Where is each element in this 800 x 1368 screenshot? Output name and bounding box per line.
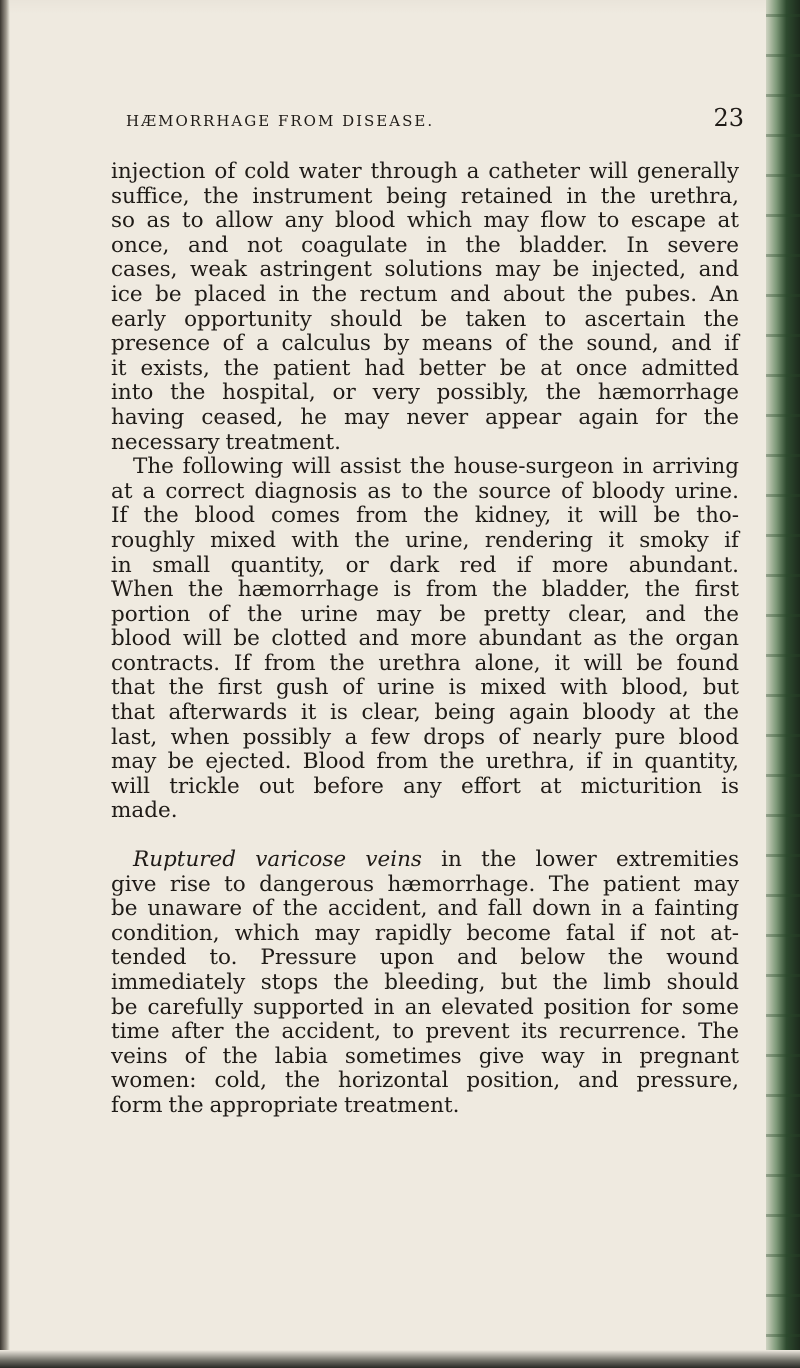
paragraph-1 bbox=[111, 160, 739, 455]
paragraph-3 bbox=[111, 848, 739, 1119]
text-line: into the hospital, or very possibly, the hæmorrhage bbox=[111, 380, 739, 406]
text-line: immediately stops the bleeding, but the limb should bbox=[111, 970, 739, 995]
text-line: When the hæmorrhage is from the bladder, the first bbox=[111, 577, 739, 603]
text-line: once, and not coagulate in the bladder. In severe bbox=[111, 232, 739, 258]
text-line: that the first gush of urine is mixed with blood, but bbox=[111, 675, 739, 701]
text-line: will trickle out before any effort at micturition is bbox=[111, 773, 739, 799]
body-text bbox=[111, 160, 739, 1119]
text-line: tended to. Pressure upon and below the wound bbox=[111, 945, 739, 971]
text-line: suffice, the instrument being retained in the urethra, bbox=[111, 183, 739, 209]
text-line: it exists, the patient had better be at once admitted bbox=[111, 355, 739, 381]
text-line: blood will be clotted and more abundant as the organ bbox=[111, 626, 739, 652]
text-line: in small quantity, or dark red if more abundant. bbox=[111, 552, 739, 578]
text-line: roughly mixed with the urine, rendering it smoky if bbox=[111, 527, 739, 553]
page-number: 23 bbox=[713, 104, 744, 132]
text-line: made. bbox=[111, 798, 178, 824]
paragraph-gap bbox=[111, 824, 739, 848]
page-bottom-edge bbox=[0, 1350, 800, 1368]
text-line: portion of the urine may be pretty clear, and the bbox=[111, 601, 739, 627]
text-line: at a correct diagnosis as to the source of bloody urine. bbox=[111, 478, 739, 504]
text-line: veins of the labia sometimes give way in pregnant bbox=[111, 1043, 739, 1069]
text-line: last, when possibly a few drops of nearly pure blood bbox=[111, 724, 739, 750]
running-head: HÆMORRHAGE FROM DISEASE. bbox=[126, 112, 435, 130]
italic-heading: Ruptured varicose veins bbox=[133, 847, 422, 873]
text-line: that afterwards it is clear, being again bloody at the bbox=[111, 700, 739, 726]
text-line: give rise to dangerous hæmorrhage. The patient may bbox=[111, 871, 739, 897]
text-line: early opportunity should be taken to ascertain the bbox=[111, 306, 739, 332]
text-line: time after the accident, to prevent its recurrence. The bbox=[111, 1019, 739, 1045]
page-top-edge bbox=[0, 0, 800, 14]
page-left-edge bbox=[0, 0, 10, 1368]
text-line: necessary treatment. bbox=[111, 429, 342, 455]
text-line: so as to allow any blood which may flow to escape at bbox=[111, 208, 739, 234]
text-line: If the blood comes from the kidney, it will be tho- bbox=[111, 503, 739, 529]
text-line: may be ejected. Blood from the urethra, if in quantity, bbox=[111, 749, 739, 775]
book-spine bbox=[766, 0, 800, 1368]
text-line: The following will assist the house-surgeon in arriving bbox=[133, 454, 739, 480]
text-line: having ceased, he may never appear again for the bbox=[111, 404, 739, 430]
text-line: contracts. If from the urethra alone, it will be found bbox=[111, 650, 739, 676]
text-line: cases, weak astringent solutions may be injected, and bbox=[111, 257, 739, 283]
text-line bbox=[111, 848, 739, 873]
page-header bbox=[94, 100, 744, 140]
text-line: be unaware of the accident, and fall down in a fainting bbox=[111, 896, 739, 922]
text-line: women: cold, the horizontal position, and pressure, bbox=[111, 1068, 739, 1094]
paragraph-2 bbox=[111, 455, 739, 824]
text-line: be carefully supported in an elevated position for some bbox=[111, 994, 739, 1020]
text-line: ice be placed in the rectum and about the pubes. An bbox=[111, 281, 739, 307]
text-line: condition, which may rapidly become fatal if not at- bbox=[111, 920, 739, 946]
text-line: presence of a calculus by means of the sound, and if bbox=[111, 331, 739, 357]
text-run: in the lower extremities bbox=[421, 847, 739, 873]
text-line: form the appropriate treatment. bbox=[111, 1092, 460, 1118]
text-line: injection of cold water through a catheter will generally bbox=[111, 159, 739, 184]
